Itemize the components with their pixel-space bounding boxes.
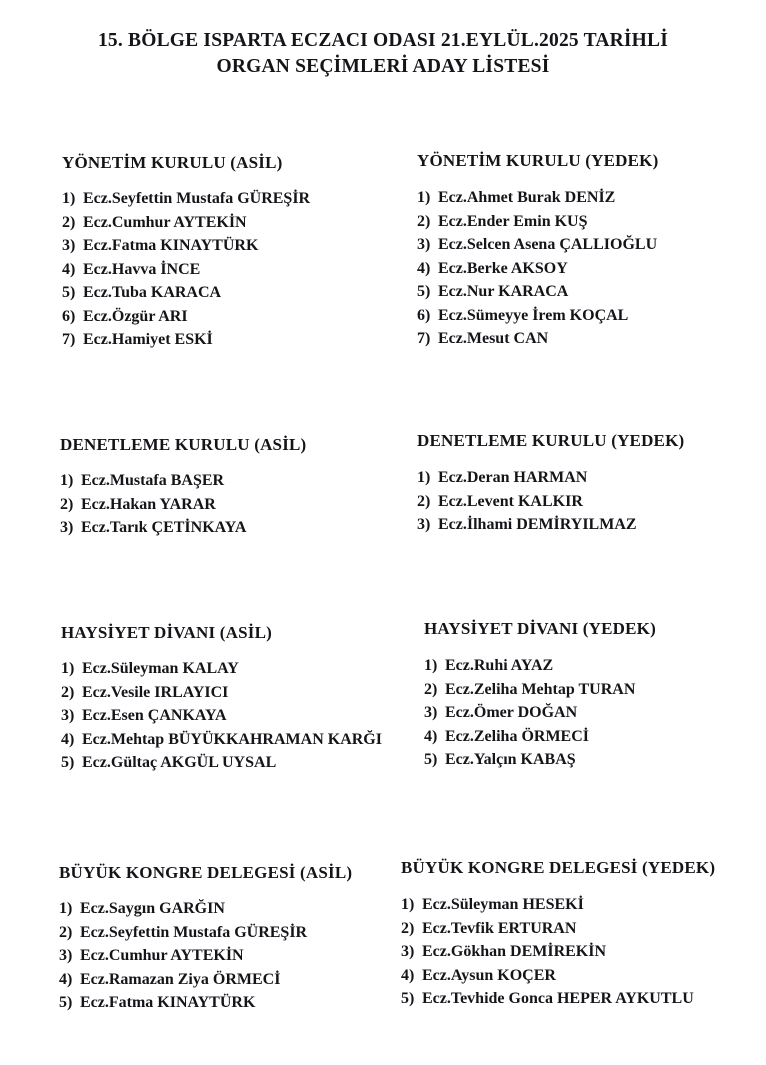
- list-index: 4): [61, 730, 75, 748]
- candidate-list: [401, 893, 715, 1011]
- list-item: [417, 466, 684, 490]
- list-index: 2): [417, 492, 431, 510]
- list-item: [424, 678, 656, 702]
- list-item: [62, 328, 310, 352]
- list-item: [401, 940, 715, 964]
- list-index: 5): [424, 751, 438, 768]
- list-item: [417, 210, 658, 234]
- list-index: 3): [61, 707, 75, 724]
- list-item: [401, 893, 715, 917]
- candidate-name: Ecz.Vesile IRLAYICI: [82, 683, 229, 701]
- list-index: 5): [59, 994, 73, 1011]
- section-yonetim-kurulu-yedek: [417, 150, 658, 351]
- list-index: 1): [417, 469, 431, 486]
- list-item: [417, 280, 658, 304]
- list-item: [60, 493, 306, 517]
- list-item: [417, 233, 658, 257]
- list-item: [62, 211, 310, 235]
- list-item: [417, 327, 658, 351]
- candidate-name: Ecz.Zeliha ÖRMECİ: [445, 727, 589, 745]
- candidate-list: [62, 187, 310, 352]
- list-index: 4): [401, 966, 415, 984]
- candidate-name: Ecz.Berke AKSOY: [438, 259, 568, 277]
- section-buyuk-kongre-delegesi-asil: [59, 862, 352, 1015]
- candidate-name: Ecz.Saygın GARĞIN: [80, 900, 225, 917]
- list-item: [61, 657, 382, 681]
- list-item: [61, 728, 382, 752]
- candidate-name: Ecz.Fatma KINAYTÜRK: [80, 994, 256, 1011]
- section-heading: DENETLEME KURULU (YEDEK): [417, 431, 685, 450]
- list-index: 4): [59, 970, 73, 988]
- list-index: 1): [417, 189, 431, 206]
- list-item: [61, 681, 382, 705]
- section-heading: BÜYÜK KONGRE DELEGESİ (ASİL): [59, 863, 353, 882]
- candidate-list: [417, 466, 684, 537]
- candidate-name: Ecz.Zeliha Mehtap TURAN: [445, 680, 636, 698]
- list-index: 3): [417, 236, 431, 253]
- candidate-name: Ecz.Ramazan Ziya ÖRMECİ: [80, 970, 281, 988]
- list-item: [59, 991, 352, 1015]
- list-item: [401, 987, 715, 1011]
- list-item: [60, 469, 306, 493]
- candidate-name: Ecz.Ahmet Burak DENİZ: [438, 189, 616, 206]
- candidate-name: Ecz.Esen ÇANKAYA: [82, 707, 227, 724]
- candidate-list: [60, 469, 306, 540]
- candidate-name: Ecz.Hakan YARAR: [81, 495, 216, 513]
- list-index: 1): [60, 472, 74, 489]
- list-index: 4): [424, 727, 438, 745]
- candidate-name: Ecz.Hamiyet ESKİ: [83, 331, 213, 348]
- candidate-name: Ecz.Özgür ARI: [83, 307, 188, 325]
- candidate-name: Ecz.Mustafa BAŞER: [81, 472, 225, 489]
- candidate-name: Ecz.Süleyman KALAY: [82, 660, 239, 677]
- candidate-name: Ecz.Ender Emin KUŞ: [438, 212, 588, 230]
- candidate-list: [417, 186, 658, 351]
- list-item: [59, 944, 352, 968]
- list-item: [61, 704, 382, 728]
- list-index: 3): [60, 519, 74, 536]
- candidate-name: Ecz.Mehtap BÜYÜKKAHRAMAN KARĞI: [82, 730, 382, 748]
- list-item: [424, 748, 656, 772]
- list-item: [401, 964, 715, 988]
- candidate-name: Ecz.Deran HARMAN: [438, 469, 588, 486]
- section-heading: DENETLEME KURULU (ASİL): [60, 435, 307, 454]
- candidate-name: Ecz.Cumhur AYTEKİN: [80, 947, 244, 964]
- page-title: [0, 28, 766, 80]
- list-index: 2): [60, 495, 74, 513]
- candidate-name: Ecz.Tuba KARACA: [83, 284, 222, 301]
- list-item: [59, 897, 352, 921]
- list-item: [417, 304, 658, 328]
- list-index: 1): [62, 190, 76, 207]
- list-index: 6): [62, 307, 76, 325]
- candidate-list: [61, 657, 382, 775]
- list-item: [417, 490, 684, 514]
- list-index: 2): [417, 212, 431, 230]
- list-item: [62, 234, 310, 258]
- list-item: [62, 187, 310, 211]
- list-index: 7): [62, 331, 76, 348]
- page-title-line-1: 15. BÖLGE ISPARTA ECZACI ODASI 21.EYLÜL.2025 TARİHLİ: [97, 30, 669, 51]
- candidate-name: Ecz.Ömer DOĞAN: [445, 704, 578, 721]
- list-index: 5): [417, 283, 431, 300]
- list-item: [62, 281, 310, 305]
- list-index: 3): [59, 947, 73, 964]
- list-item: [59, 921, 352, 945]
- list-item: [61, 751, 382, 775]
- section-heading: BÜYÜK KONGRE DELEGESİ (YEDEK): [401, 858, 716, 877]
- list-index: 5): [62, 284, 76, 301]
- candidate-list: [59, 897, 352, 1015]
- list-item: [62, 258, 310, 282]
- list-item: [424, 654, 656, 678]
- list-index: 2): [62, 213, 76, 231]
- list-index: 3): [62, 237, 76, 254]
- candidate-name: Ecz.Tarık ÇETİNKAYA: [81, 519, 247, 536]
- list-item: [401, 917, 715, 941]
- list-index: 7): [417, 330, 431, 347]
- list-index: 2): [61, 683, 75, 701]
- list-index: 5): [61, 754, 75, 771]
- list-index: 4): [417, 259, 431, 277]
- section-heading: YÖNETİM KURULU (YEDEK): [417, 151, 659, 170]
- candidate-name: Ecz.Levent KALKIR: [438, 492, 583, 510]
- list-index: 1): [61, 660, 75, 677]
- section-denetleme-kurulu-yedek: [417, 430, 684, 537]
- list-item: [62, 305, 310, 329]
- candidate-name: Ecz.Seyfettin Mustafa GÜREŞİR: [80, 923, 308, 941]
- list-item: [417, 186, 658, 210]
- candidate-name: Ecz.Fatma KINAYTÜRK: [83, 237, 259, 254]
- list-item: [417, 513, 684, 537]
- list-index: 1): [401, 896, 415, 913]
- candidate-name: Ecz.Mesut CAN: [438, 330, 549, 347]
- list-index: 2): [59, 923, 73, 941]
- candidate-name: Ecz.Süleyman HESEKİ: [422, 896, 584, 913]
- candidate-name: Ecz.Nur KARACA: [438, 283, 569, 300]
- candidate-name: Ecz.Selcen Asena ÇALLIOĞLU: [438, 236, 658, 253]
- list-item: [424, 701, 656, 725]
- section-buyuk-kongre-delegesi-yedek: [401, 857, 715, 1011]
- list-index: 4): [62, 260, 76, 278]
- candidate-name: Ecz.Sümeyye İrem KOÇAL: [438, 306, 629, 324]
- candidate-name: Ecz.Seyfettin Mustafa GÜREŞİR: [83, 190, 311, 207]
- list-index: 3): [424, 704, 438, 721]
- candidate-list: [424, 654, 656, 772]
- list-index: 1): [424, 657, 438, 674]
- list-item: [60, 516, 306, 540]
- list-item: [59, 968, 352, 992]
- candidate-name: Ecz.Gültaç AKGÜL UYSAL: [82, 754, 277, 771]
- list-item: [417, 257, 658, 281]
- candidate-name: Ecz.Tevhide Gonca HEPER AYKUTLU: [422, 990, 694, 1007]
- list-index: 2): [401, 919, 415, 937]
- candidate-name: Ecz.Ruhi AYAZ: [445, 657, 554, 674]
- candidate-name: Ecz.Gökhan DEMİREKİN: [422, 943, 607, 960]
- list-index: 6): [417, 306, 431, 324]
- section-haysiyet-divani-yedek: [424, 618, 656, 772]
- section-heading: HAYSİYET DİVANI (YEDEK): [424, 619, 656, 638]
- list-index: 1): [59, 900, 73, 917]
- candidate-name: Ecz.İlhami DEMİRYILMAZ: [438, 516, 637, 533]
- list-index: 5): [401, 990, 415, 1007]
- candidate-name: Ecz.Cumhur AYTEKİN: [83, 213, 247, 231]
- list-item: [424, 725, 656, 749]
- candidate-name: Ecz.Tevfik ERTURAN: [422, 919, 577, 937]
- section-yonetim-kurulu-asil: [62, 152, 310, 352]
- page-title-line-2: ORGAN SEÇİMLERİ ADAY LİSTESİ: [216, 56, 550, 77]
- candidate-name: Ecz.Aysun KOÇER: [422, 966, 556, 984]
- section-heading: YÖNETİM KURULU (ASİL): [62, 153, 283, 172]
- list-index: 3): [401, 943, 415, 960]
- section-denetleme-kurulu-asil: [60, 434, 306, 540]
- candidate-name: Ecz.Yalçın KABAŞ: [445, 751, 576, 768]
- list-index: 2): [424, 680, 438, 698]
- list-index: 3): [417, 516, 431, 533]
- section-heading: HAYSİYET DİVANI (ASİL): [61, 623, 272, 642]
- candidate-name: Ecz.Havva İNCE: [83, 260, 201, 278]
- section-haysiyet-divani-asil: [61, 622, 382, 775]
